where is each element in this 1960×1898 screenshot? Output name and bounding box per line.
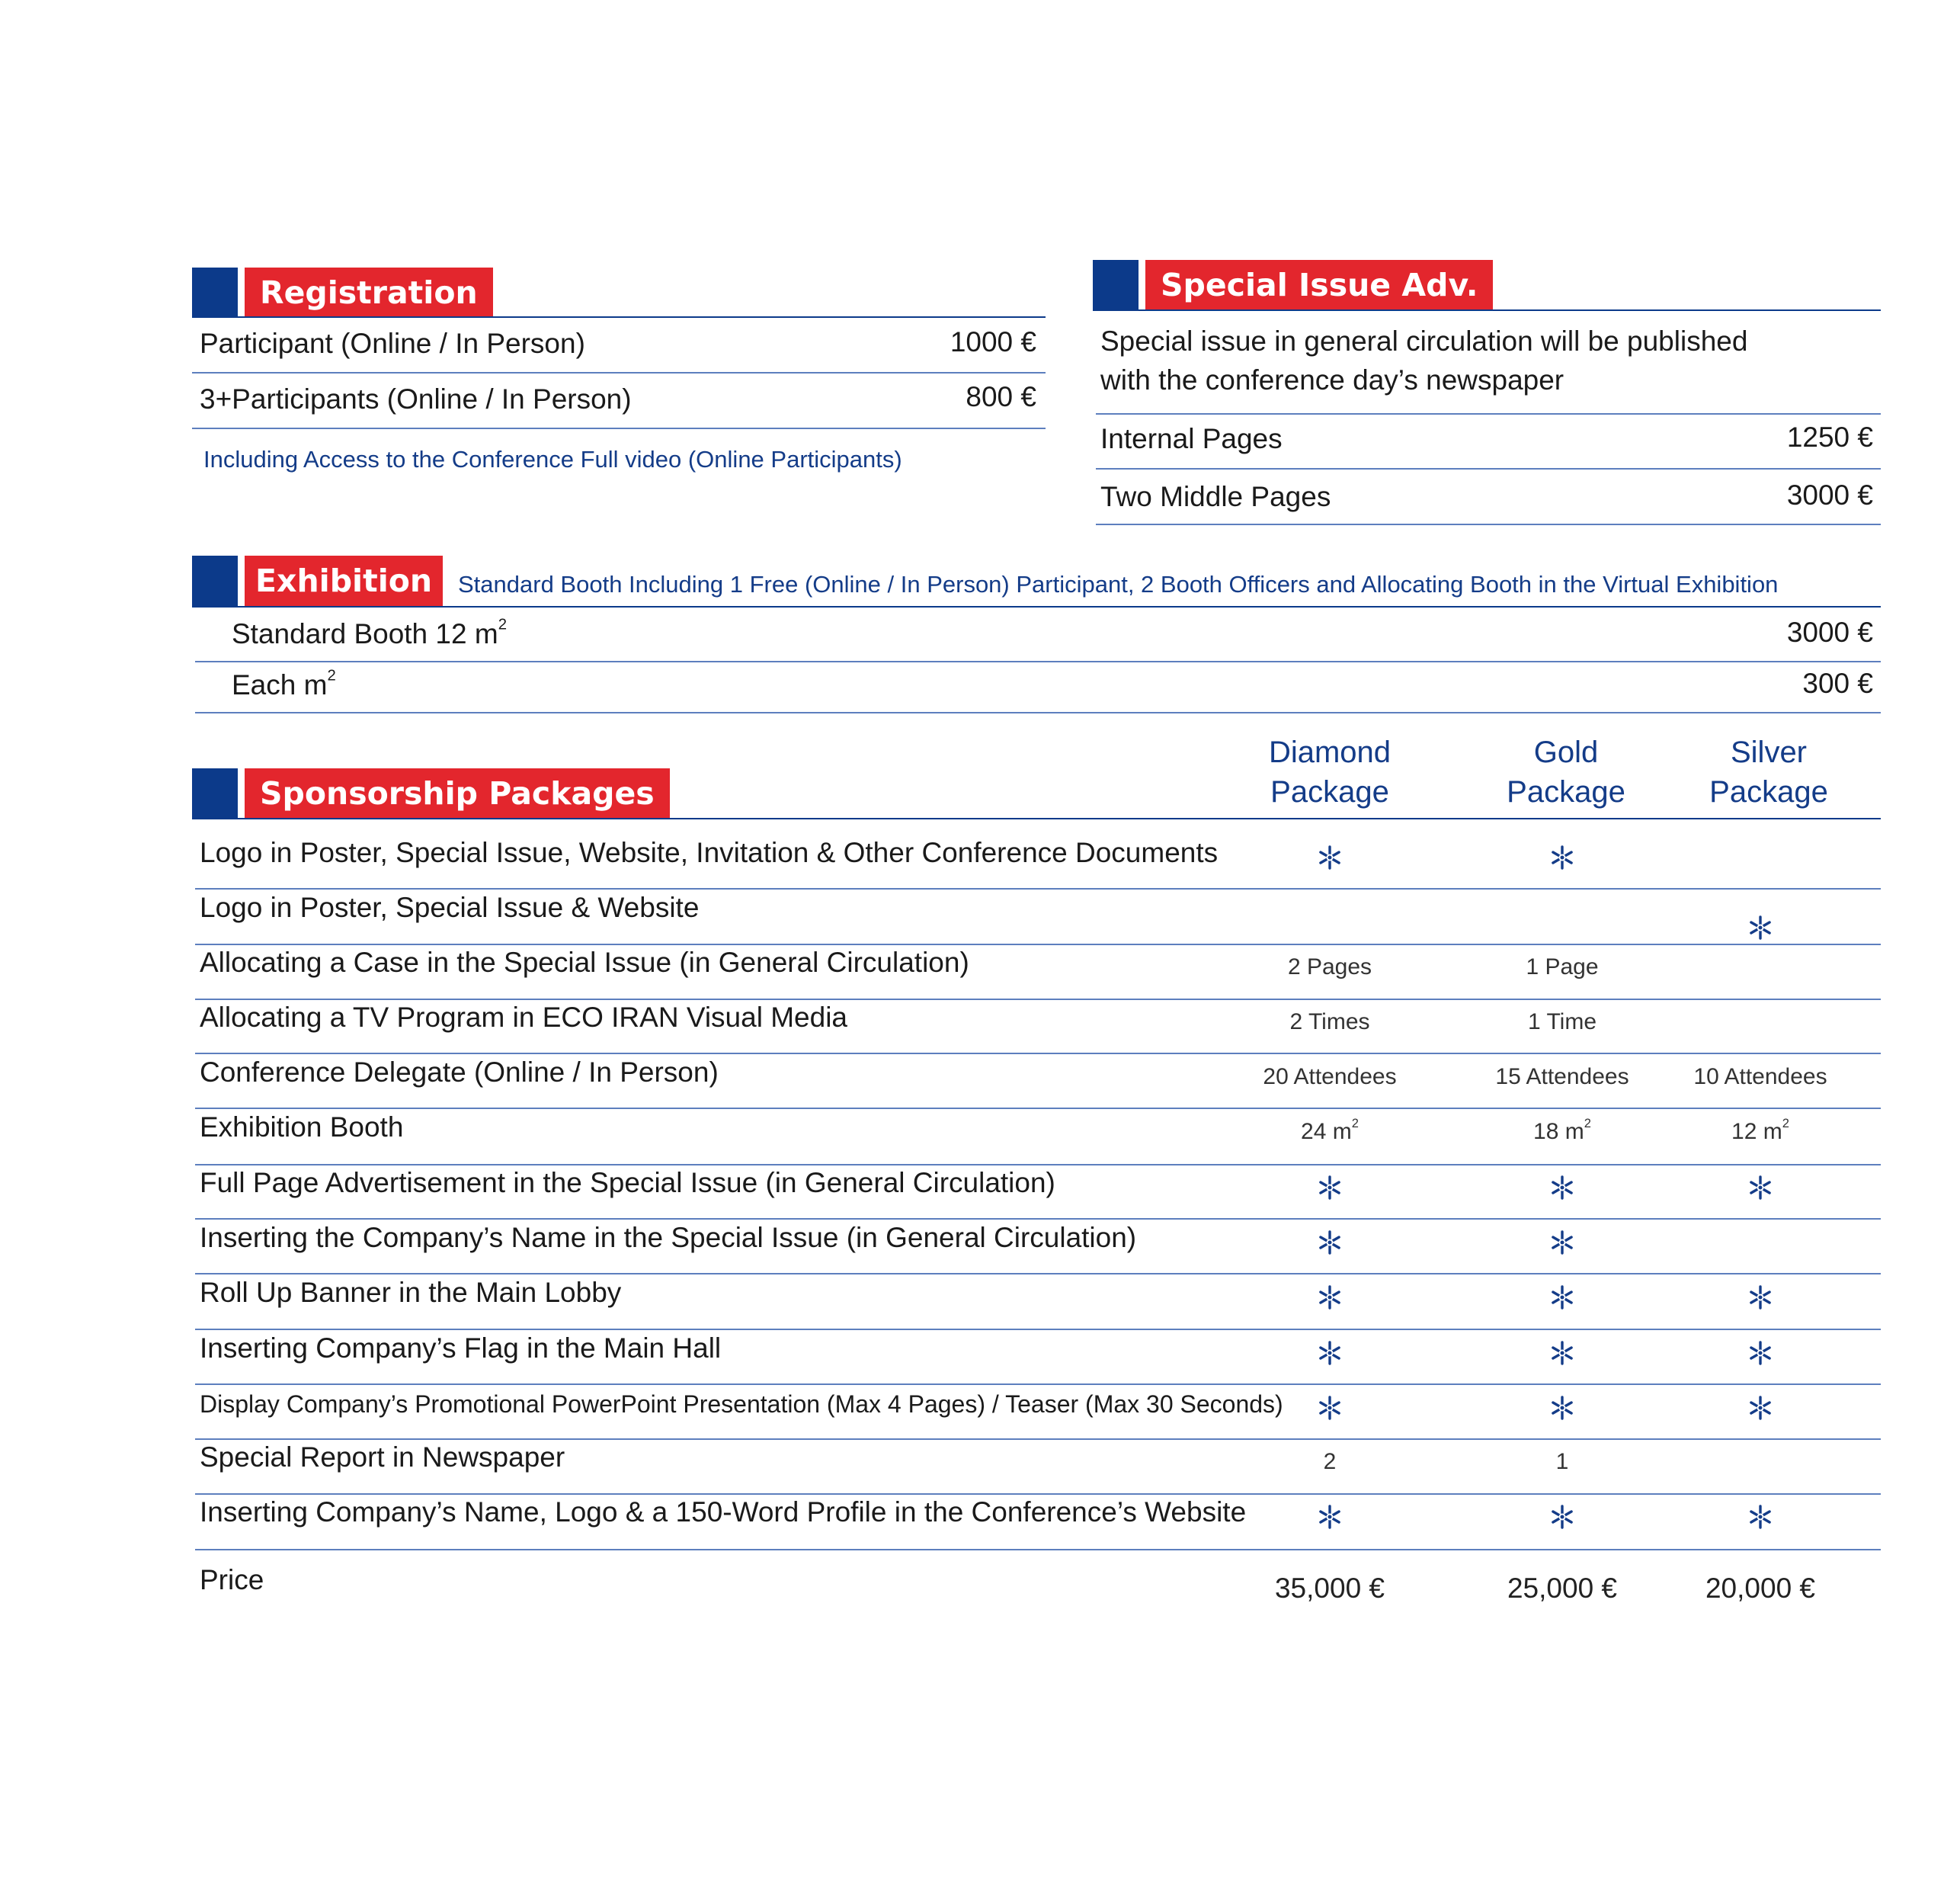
sponsorship-cell: 24 $m^2$ bbox=[1301, 1117, 1359, 1144]
header-blue-block bbox=[192, 556, 238, 606]
registration-row-price: 800 € bbox=[966, 381, 1036, 412]
sponsorship-row-label: Full Page Advertisement in the Special Issue (in General Circulation) bbox=[200, 1167, 1055, 1198]
special-issue-description: Special issue in general circulation will be published bbox=[1100, 325, 1748, 357]
divider bbox=[192, 372, 1046, 374]
included-icon bbox=[1747, 1175, 1773, 1201]
divider bbox=[195, 944, 1881, 945]
included-icon bbox=[1317, 1284, 1343, 1310]
divider bbox=[1096, 524, 1881, 525]
divider bbox=[1096, 413, 1881, 415]
exhibition-row-price: 3000 € bbox=[1786, 617, 1873, 648]
divider bbox=[195, 1493, 1881, 1495]
registration-row-label: Participant (Online / In Person) bbox=[200, 328, 585, 359]
divider bbox=[195, 661, 1881, 662]
divider bbox=[195, 999, 1881, 1000]
included-icon bbox=[1549, 1175, 1575, 1201]
sponsorship-row-label: Special Report in Newspaper bbox=[200, 1441, 565, 1473]
sponsorship-cell: 1 Page bbox=[1526, 954, 1599, 979]
divider bbox=[192, 316, 1046, 318]
registration-row-label: 3+Participants (Online / In Person) bbox=[200, 383, 632, 415]
divider bbox=[195, 1273, 1881, 1274]
divider bbox=[195, 1164, 1881, 1165]
divider bbox=[1096, 468, 1881, 470]
sponsorship-cell: 10 Attendees bbox=[1693, 1064, 1827, 1089]
included-icon bbox=[1549, 1504, 1575, 1530]
column-header-line: Package bbox=[1270, 775, 1389, 809]
divider bbox=[1093, 309, 1881, 311]
header-blue-block bbox=[192, 268, 238, 318]
included-icon bbox=[1317, 845, 1343, 870]
included-icon bbox=[1747, 1284, 1773, 1310]
column-header-gold bbox=[1448, 733, 1684, 812]
sponsorship-row-label: Logo in Poster, Special Issue & Website bbox=[200, 892, 700, 923]
special-issue-row-label: Two Middle Pages bbox=[1100, 481, 1331, 512]
included-icon bbox=[1549, 1230, 1575, 1255]
special-issue-title: Special Issue Adv. bbox=[1145, 260, 1493, 310]
exhibition-row-price: 300 € bbox=[1802, 668, 1873, 699]
sponsorship-row-label: Inserting Company’s Name, Logo & a 150-Word Profile in the Conference’s Website bbox=[200, 1496, 1247, 1528]
special-issue-header bbox=[1093, 260, 1489, 310]
included-icon bbox=[1317, 1504, 1343, 1530]
column-header-diamond bbox=[1212, 733, 1448, 812]
special-issue-description: with the conference day’s newspaper bbox=[1100, 364, 1564, 396]
exhibition-note: Standard Booth Including 1 Free (Online / In Person) Participant, 2 Booth Officers and Allocating Booth in the Virtual Exhibition bbox=[458, 571, 1779, 598]
divider bbox=[192, 818, 1881, 819]
divider bbox=[195, 1218, 1881, 1220]
sponsorship-row-label: Allocating a Case in the Special Issue (in General Circulation) bbox=[200, 947, 969, 978]
included-icon bbox=[1747, 1504, 1773, 1530]
included-icon bbox=[1317, 1230, 1343, 1255]
divider bbox=[195, 1108, 1881, 1109]
exhibition-row-label: Standard Booth 12 $m^2$ bbox=[232, 616, 508, 649]
exhibition-title: Exhibition bbox=[245, 556, 443, 606]
header-blue-block bbox=[1093, 260, 1139, 310]
special-issue-row-price: 1250 € bbox=[1786, 422, 1873, 453]
included-icon bbox=[1747, 1340, 1773, 1366]
price-silver: 20,000 € bbox=[1705, 1573, 1816, 1604]
divider bbox=[192, 606, 1881, 608]
sponsorship-row-label: Display Company’s Promotional PowerPoint Presentation (Max 4 Pages) / Teaser (Max 30 Seconds) bbox=[200, 1390, 1283, 1418]
included-icon bbox=[1549, 1395, 1575, 1421]
registration-title: Registration bbox=[245, 268, 493, 318]
sponsorship-cell: 20 Attendees bbox=[1263, 1064, 1397, 1089]
price-label: Price bbox=[200, 1564, 264, 1595]
divider bbox=[195, 888, 1881, 890]
sponsorship-row-label: Logo in Poster, Special Issue, Website, Invitation & Other Conference Documents bbox=[200, 837, 1219, 868]
sponsorship-cell: 15 Attendees bbox=[1495, 1064, 1629, 1089]
sponsorship-cell: 2 bbox=[1323, 1449, 1337, 1474]
column-header-line: Package bbox=[1507, 775, 1625, 809]
sponsorship-cell: 2 Pages bbox=[1287, 954, 1372, 979]
included-icon bbox=[1317, 1395, 1343, 1421]
sponsorship-row-label: Roll Up Banner in the Main Lobby bbox=[200, 1277, 622, 1308]
divider bbox=[195, 1438, 1881, 1440]
sponsorship-cell: 1 Time bbox=[1527, 1009, 1597, 1034]
divider bbox=[195, 1053, 1881, 1054]
sponsorship-cell: 1 bbox=[1555, 1449, 1569, 1474]
divider bbox=[195, 1383, 1881, 1385]
sponsorship-cell: 18 $m^2$ bbox=[1533, 1117, 1591, 1144]
header-blue-block bbox=[192, 768, 238, 819]
included-icon bbox=[1549, 1284, 1575, 1310]
included-icon bbox=[1549, 1340, 1575, 1366]
divider bbox=[195, 1549, 1881, 1550]
sponsorship-header bbox=[192, 768, 665, 819]
sponsorship-row-label: Conference Delegate (Online / In Person) bbox=[200, 1056, 719, 1088]
price-diamond: 35,000 € bbox=[1274, 1573, 1385, 1604]
sponsorship-row-label: Exhibition Booth bbox=[200, 1111, 404, 1143]
sponsorship-cell: 12 $m^2$ bbox=[1731, 1117, 1789, 1144]
included-icon bbox=[1747, 915, 1773, 941]
registration-note: Including Access to the Conference Full video (Online Participants) bbox=[203, 446, 902, 473]
sponsorship-row-label: Inserting the Company’s Name in the Special Issue (in General Circulation) bbox=[200, 1222, 1137, 1253]
included-icon bbox=[1549, 845, 1575, 870]
special-issue-row-label: Internal Pages bbox=[1100, 423, 1283, 454]
sponsorship-row-label: Allocating a TV Program in ECO IRAN Visual Media bbox=[200, 1002, 847, 1033]
column-header-line: Diamond bbox=[1268, 736, 1392, 769]
price-gold: 25,000 € bbox=[1507, 1573, 1618, 1604]
sponsorship-row-label: Inserting Company’s Flag in the Main Hall bbox=[200, 1332, 722, 1364]
column-header-line: Gold bbox=[1533, 736, 1599, 769]
exhibition-header bbox=[192, 556, 451, 606]
included-icon bbox=[1317, 1340, 1343, 1366]
column-header-silver bbox=[1658, 733, 1879, 812]
registration-header bbox=[192, 268, 512, 318]
exhibition-row-label: Each $m^2$ bbox=[232, 667, 336, 701]
sponsorship-title: Sponsorship Packages bbox=[245, 768, 670, 819]
divider bbox=[195, 1329, 1881, 1330]
sponsorship-cell: 2 Times bbox=[1289, 1009, 1370, 1034]
included-icon bbox=[1747, 1395, 1773, 1421]
column-header-line: Package bbox=[1709, 775, 1828, 809]
column-header-line: Silver bbox=[1730, 736, 1808, 769]
registration-row-price: 1000 € bbox=[950, 326, 1036, 357]
divider bbox=[192, 428, 1046, 429]
included-icon bbox=[1317, 1175, 1343, 1201]
special-issue-row-price: 3000 € bbox=[1786, 479, 1873, 511]
divider bbox=[195, 712, 1881, 713]
